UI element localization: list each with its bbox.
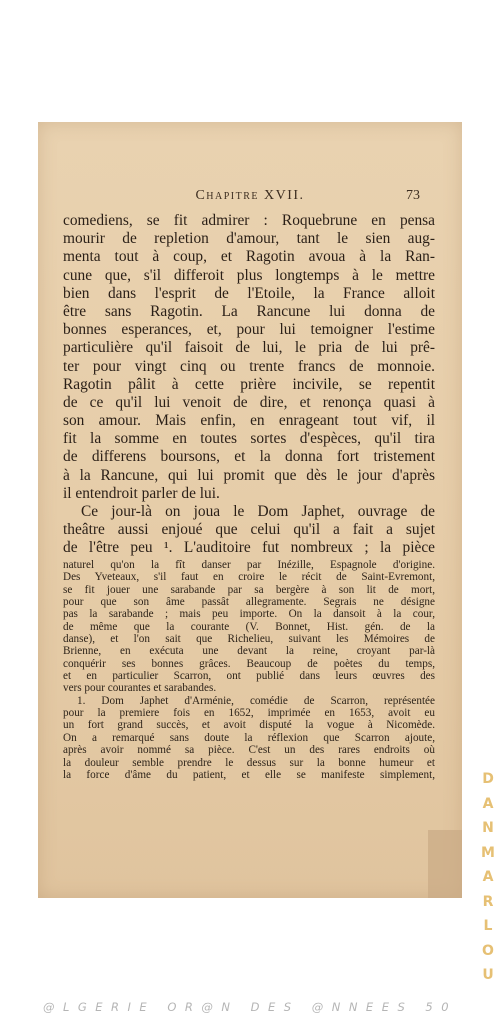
watermark-vertical xyxy=(476,772,500,982)
text-line: cune que, s'il differoit plus longtemps à le mettre xyxy=(63,266,435,284)
page-number: 73 xyxy=(406,188,420,203)
text-line: Ragotin pâlit à cette prière incivile, se repentit xyxy=(63,375,435,393)
note-line: vers pour courantes et sarabandes. xyxy=(63,682,217,695)
note-line: la force d'âme du patient, et elle se manifeste simplement, xyxy=(63,768,435,781)
text-line: mourir de repletion d'amour, tant le sien aug- xyxy=(63,230,435,248)
text-line: de l'être peu ¹. L'auditoire fut nombreux ; la pièce xyxy=(63,539,435,557)
watermark-letter: M xyxy=(481,844,495,861)
text-line: à la Rancune, qui lui promit que dès le jour d'après xyxy=(63,466,435,484)
watermark-letter: L xyxy=(483,918,493,934)
text-line: être sans Ragotin. La Rancune lui donna de xyxy=(63,302,435,320)
text-line: bien dans l'esprit de l'Etoile, la France alloit xyxy=(63,284,435,302)
text-line: particulière qu'il faisoit de lui, le pria de lui prê- xyxy=(63,339,435,357)
text-line: son amour. Mais enfin, en enrageant tout vif, il xyxy=(63,412,435,430)
text-line: il entendroit parler de lui. xyxy=(63,484,220,502)
book-page xyxy=(38,122,462,898)
note-line: se fit jouer une sarabande par sa bergère à son lit de mort, xyxy=(63,583,435,596)
main-text xyxy=(63,212,435,558)
text-line: bonnes esperances, et, pour lui temoigner l'estime xyxy=(63,321,435,339)
note-line: et en particulier Scarron, ont publié dans leurs œuvres des xyxy=(63,670,435,683)
text-line: menta tout à coup, et Ragotin avoua à la Ran- xyxy=(63,248,435,266)
note-line: Brienne, en exécuta une devant la reine, croyant par-là xyxy=(63,645,435,658)
chapter-title: Chapitre XVII. xyxy=(195,188,305,203)
watermark-letter: R xyxy=(482,893,494,910)
note-line: un fort grand succès, et avoit disputé la vogue à Nicomède. xyxy=(63,719,435,732)
note-line: conquérir ses bonnes grâces. Beaucoup de poètes du temps, xyxy=(63,657,435,670)
note-line: pas la sarabande ; mais peu importe. On la dansoit à la cour, xyxy=(63,608,435,621)
note-line: 1. Dom Japhet d'Arménie, comédie de Scarron, représentée xyxy=(77,694,435,707)
text-line: fit la somme en toutes sortes d'espèces, qu'il tira xyxy=(63,430,435,448)
page-header xyxy=(38,188,462,210)
watermark-letter: U xyxy=(482,967,494,983)
text-line: ter pour vingt cinq ou trente francs de monnoie. xyxy=(63,357,435,375)
watermark-letter: O xyxy=(482,942,494,959)
text-line: theâtre aussi enjoué que celui qu'il a fait a sujet xyxy=(63,521,435,539)
note-line: pour que son âme passât allegramente. Segrais ne désigne xyxy=(63,596,435,609)
note-line: danse), et l'on sait que Richelieu, suivant les Mémoires de xyxy=(63,633,435,646)
watermark-letter: A xyxy=(482,795,494,812)
note-line: après avoir nommé sa pièce. C'est un des rares endroits où xyxy=(63,744,435,757)
watermark-letter: A xyxy=(482,869,494,885)
page-corner-shadow xyxy=(428,830,462,898)
watermark-letter: D xyxy=(482,771,494,787)
note-line: Des Yveteaux, s'il faut en croire le récit de Saint-Evremont, xyxy=(63,571,435,584)
note-line: de même que la courante (V. Bonnet, Hist. gén. de la xyxy=(63,620,435,633)
note-line: naturel qu'on la fît danser par Inézille, Espagnole d'origine. xyxy=(63,559,435,571)
text-line: de ce qu'il lui venoit de dire, et renonça quasi à xyxy=(63,393,435,411)
footnotes xyxy=(63,559,435,781)
note-line: pour la premiere fois en 1652, imprimée en 1653, avoit eu xyxy=(63,707,435,720)
note-line: On a remarqué sans doute la réflexion que Scarron ajoute, xyxy=(63,731,435,744)
watermark-letter: N xyxy=(482,820,494,836)
text-line: Ce jour-là on joua le Dom Japhet, ouvrage de xyxy=(81,503,435,520)
text-line: de differens boursons, et la donna fort tristement xyxy=(63,448,435,466)
footer-watermark-text: @LGERIE OR@N DES @NNEES 50 xyxy=(42,1000,458,1014)
note-line: la douleur semble prendre le dessus sur la bonne humeur et xyxy=(63,756,435,769)
text-line: comediens, se fit admirer : Roquebrune en pensa xyxy=(63,212,435,229)
